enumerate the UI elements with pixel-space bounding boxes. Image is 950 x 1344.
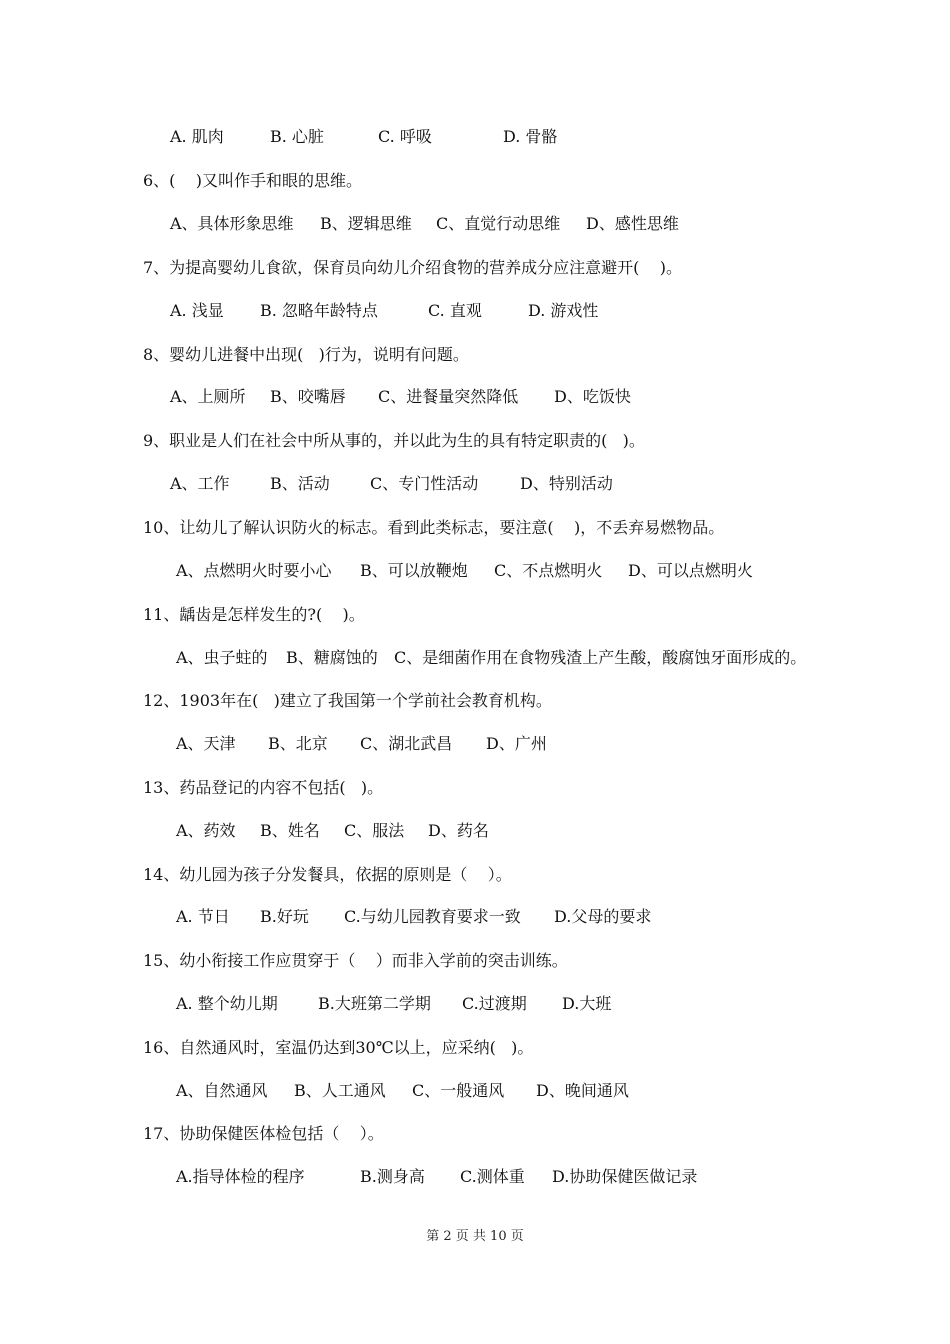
option-b: B、姓名 [260, 821, 320, 840]
question-6: 6、( )又叫作手和眼的思维。 [143, 171, 363, 190]
option-c: C. 直观 [428, 301, 482, 320]
option-a: A、虫子蛀的 [176, 648, 268, 667]
option-c: C.过渡期 [462, 994, 527, 1013]
option-c: C.与幼儿园教育要求一致 [344, 907, 521, 926]
option-a: A、点燃明火时要小心 [176, 561, 332, 580]
question-10: 10、让幼儿了解认识防火的标志。看到此类标志，要注意( )，不丢弃易燃物品。 [143, 518, 725, 537]
option-d: D、吃饭快 [554, 387, 631, 406]
option-d: D. 游戏性 [528, 301, 599, 320]
option-c: C、直觉行动思维 [436, 214, 561, 233]
option-b: B.好玩 [260, 907, 309, 926]
option-a: A. 肌肉 [170, 127, 224, 146]
option-c: C、是细菌作用在食物残渣上产生酸，酸腐蚀牙面形成的。 [394, 648, 807, 667]
option-b: B、活动 [270, 474, 330, 493]
question-13: 13、药品登记的内容不包括( )。 [143, 778, 384, 797]
question-16: 16、自然通风时，室温仍达到30℃以上，应采纳( )。 [143, 1038, 534, 1057]
option-d: D.大班 [562, 994, 612, 1013]
option-a: A. 节日 [176, 907, 230, 926]
option-a: A、药效 [176, 821, 236, 840]
option-c: C、一般通风 [412, 1081, 505, 1100]
option-b: B.测身高 [360, 1167, 425, 1186]
option-b: B、咬嘴唇 [270, 387, 346, 406]
question-14: 14、幼儿园为孩子分发餐具，依据的原则是（ ）。 [143, 865, 512, 884]
option-c: C、湖北武昌 [360, 734, 453, 753]
option-a: A、具体形象思维 [170, 214, 294, 233]
option-d: D.协助保健医做记录 [552, 1167, 698, 1186]
question-7: 7、为提高婴幼儿食欲，保育员向幼儿介绍食物的营养成分应注意避开( )。 [143, 258, 683, 277]
option-a: A.指导体检的程序 [176, 1167, 305, 1186]
question-8: 8、婴幼儿进餐中出现( )行为，说明有问题。 [143, 345, 469, 364]
option-d: D、晚间通风 [536, 1081, 629, 1100]
option-d: D. 骨骼 [503, 127, 558, 146]
option-d: D、特别活动 [520, 474, 613, 493]
question-15: 15、幼小衔接工作应贯穿于（ ）而非入学前的突击训练。 [143, 951, 568, 970]
option-c: C.测体重 [460, 1167, 525, 1186]
question-11: 11、龋齿是怎样发生的?( )。 [143, 605, 365, 624]
option-b: B、北京 [268, 734, 328, 753]
question-9: 9、职业是人们在社会中所从事的，并以此为生的具有特定职责的( )。 [143, 431, 645, 450]
page-footer: 第 2 页 共 10 页 [426, 1229, 524, 1244]
option-c: C、不点燃明火 [494, 561, 603, 580]
option-c: C. 呼吸 [378, 127, 432, 146]
question-12: 12、1903年在( )建立了我国第一个学前社会教育机构。 [143, 691, 552, 710]
option-b: B、可以放鞭炮 [360, 561, 468, 580]
option-c: C、专门性活动 [370, 474, 479, 493]
option-d: D、可以点燃明火 [628, 561, 753, 580]
option-d: D、感性思维 [586, 214, 679, 233]
option-d: D.父母的要求 [554, 907, 652, 926]
question-17: 17、协助保健医体检包括（ ）。 [143, 1124, 384, 1143]
option-b: B、逻辑思维 [320, 214, 412, 233]
option-a: A. 浅显 [170, 301, 224, 320]
option-c: C、服法 [344, 821, 405, 840]
option-a: A、上厕所 [170, 387, 246, 406]
option-b: B、糖腐蚀的 [286, 648, 378, 667]
option-b: B.大班第二学期 [318, 994, 431, 1013]
option-a: A、天津 [176, 734, 236, 753]
option-c: C、进餐量突然降低 [378, 387, 519, 406]
option-d: D、药名 [428, 821, 489, 840]
option-b: B、人工通风 [294, 1081, 386, 1100]
option-b: B. 忽略年龄特点 [260, 301, 378, 320]
option-a: A、自然通风 [176, 1081, 268, 1100]
option-d: D、广州 [486, 734, 547, 753]
option-a: A、工作 [170, 474, 230, 493]
option-a: A. 整个幼儿期 [176, 994, 278, 1013]
option-b: B. 心脏 [270, 127, 324, 146]
